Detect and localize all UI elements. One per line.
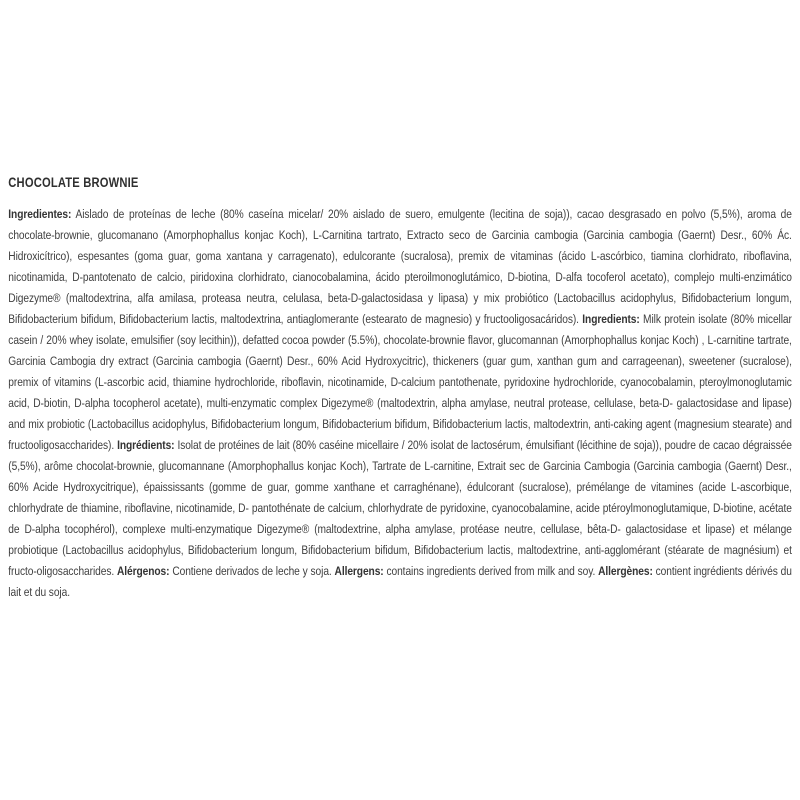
text-run: Isolat de protéines de lait (80% caséine micellaire / 20% isolat de lactosérum, émulsifiant (lécithine de soja)), poudre de cacao dégraissée (5,5%), arôme chocolat-brownie, glucomannane (Amorphophallus konjac Koch), Tartrate de L-carnitine, Extrait sec de Garcinia Cambogia (Garcinia cambogia (Gaernt) Desr., 60% Acide Hydroxycitrique), épaississants (gomme de guar, gomme xanthane et carraghénane), édulcorant (sucralose), prémélange de vitamines (acide L-ascorbique, chlorhydrate de thiamine, riboflavine, nicotinamide, D- pantothénate de calcium, chlorhydrate de pyridoxine, cyanocobalamine, acide ptéroylmonoglutamique, D-biotine, acétate de D-alpha tocophérol), complexe multi-enzymatique Digezyme® (maltodextrine, alpha amylase, protéase neutre, cellulase, bêta-D- galactosidase et lipase) et mélange probiotique (Lactobacillus acidophylus, Bifidobacterium longum, Bifidobacterium bifidum, Bifidobacterium lactis, maltodextrine, anti-agglomérant (stéarate de magnésium) et fructo-oligosaccharides. [8, 438, 792, 578]
text-run: Contiene derivados de leche y soja. [169, 564, 335, 578]
product-title: CHOCOLATE BROWNIE [8, 175, 139, 190]
section-label-bold: Alérgenos: [116, 564, 170, 578]
ingredients-paragraph [8, 204, 792, 603]
section-label-bold: Allergènes: [598, 564, 653, 578]
section-label-bold: Allergens: [334, 564, 384, 578]
section-label-bold: Ingredients: [582, 312, 640, 326]
section-label-bold: Ingrédients: [117, 438, 175, 452]
text-run: Aislado de proteínas de leche (80% caseína micelar/ 20% aislado de suero, emulgente (lecitina de soja)), cacao desgrasado en polvo (5,5%), aroma de chocolate-brownie, glucomanano (Amorphophallus konjac Koch), L-Carnitina tartrato, Extracto seco de Garcinia cambogia (Garcinia cambogia (Gaernt) Desr., 60% Ác. Hidroxicítrico), espesantes (goma guar, goma xantana y carragenato), edulcorante (sucralosa), premix de vitaminas (ácido L-ascórbico, tiamina clorhidrato, riboflavina, nicotinamida, D-pantotenato de calcio, piridoxina clorhidrato, cianocobalamina, ácido pteroilmonoglutámico, D-biotina, D-alfa tocoferol acetato), complejo multi-enzimático Digezyme® (maltodextrina, alfa amilasa, proteasa neutra, celulasa, beta-D-galactosidasa y lipasa) y mix probiótico (Lactobacillus acidophylus, Bifidobacterium longum, Bifidobacterium bifidum, Bifidobacterium lactis, maltodextrina, antiaglomerante (estearato de magnesio) y fructooligosacáridos). [8, 207, 792, 326]
text-run: contains ingredients derived from milk and soy. [383, 564, 599, 578]
text-run: contient ingrédients dérivés du lait et du soja. [8, 564, 792, 599]
section-label-bold: Ingredientes: [8, 207, 72, 221]
text-run: Milk protein isolate (80% micellar casein / 20% whey isolate, emulsifier (soy lecithin)), defatted cocoa powder (5.5%), chocolate-brownie flavor, glucomannan (Amorphophallus konjac Koch) , L-carnitine tartrate, Garcinia Cambogia dry extract (Garcinia cambogia (Gaernt) Desr., 60% Acid Hydroxycitric), thickeners (guar gum, xanthan gum and carrageenan), sweetener (sucralose), premix of vitamins (L-ascorbic acid, thiamine hydrochloride, riboflavin, nicotinamide, D-calcium pantothenate, pyridoxine hydrochloride, cyanocobalamin, pteroylmonoglutamic acid, D-biotin, D-alpha tocopherol acetate), multi-enzymatic complex Digezyme® (maltodextrin, alpha amylase, neutral protease, cellulase, beta-D- galactosidase and lipase) and mix probiotic (Lactobacillus acidophylus, Bifidobacterium longum, Bifidobacterium bifidum, Bifidobacterium lactis, maltodextrin, anti-caking agent (magnesium stearate) and fructooligosaccharides). [8, 312, 792, 452]
